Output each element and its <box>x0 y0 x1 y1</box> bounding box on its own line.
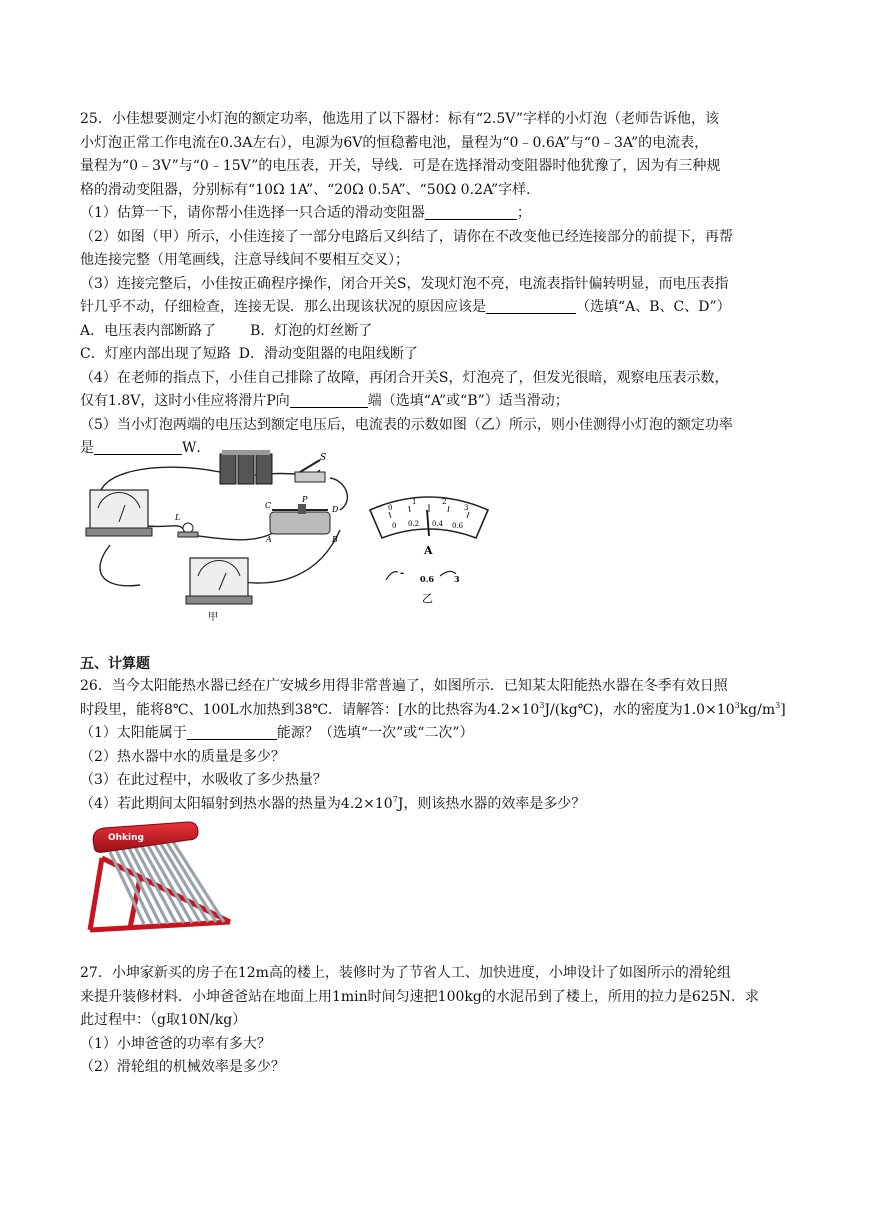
q25-options-cd <box>80 343 795 367</box>
q25-part-2-line-2: 他连接完整（用笔画线，注意导线间不要相互交叉）； <box>80 252 409 268</box>
q27-line-2: 来提升装修材料．小坤爸爸站在地面上用1min时间匀速把100kg的水泥吊到了楼上，所用的拉力是625N．求 <box>80 988 759 1005</box>
q27-part-2: （2）滑轮组的机械效率是多少？ <box>80 1059 285 1075</box>
q25-part-5-text: 是 <box>80 440 94 456</box>
q25-part-4-line-1: （4）在老师的指点下，小佳自己排除了故障，再闭合开关S，灯泡亮了，但发光很暗，观察电压表示数， <box>80 369 729 386</box>
figure-jia-label: 甲 <box>208 612 218 622</box>
label-p: P <box>302 495 308 504</box>
label-l: L <box>175 513 181 522</box>
q26-line-2b: J/(kg℃)，水的密度为1.0×10 <box>544 701 735 718</box>
solar-water-heater-image <box>80 818 240 933</box>
rheostat-icon <box>265 495 339 544</box>
label-a: A <box>266 535 272 544</box>
q26 <box>80 675 795 816</box>
q26-part-1 <box>80 722 795 746</box>
q25-part-4-text: 仅有1.8V，这时小佳应将滑片P向 <box>80 393 290 409</box>
q27-line-3: 此过程中：（g取10N/kg） <box>80 1012 247 1028</box>
q27-line-1: 27．小坤家新买的房子在12m高的楼上，装修时为了节省人工、加快进度，小坤设计了如图所示的滑轮组 <box>80 965 731 981</box>
q26-exp-3: 3 <box>775 700 781 710</box>
label-d: D <box>332 505 339 514</box>
dial-sub-3: 0.6 <box>452 522 464 530</box>
terminal-minus: - <box>400 568 405 579</box>
q26-part-4-exp: 7 <box>392 794 398 804</box>
q25-part-4-line-2 <box>80 390 795 414</box>
q27 <box>80 962 795 1080</box>
q25-part-3-answer-blank[interactable] <box>486 298 576 314</box>
terminal-06: 0.6 <box>420 574 434 584</box>
label-s: S <box>320 453 327 463</box>
q25-options-ab <box>80 320 795 344</box>
switch-icon <box>295 453 326 482</box>
dial-unit: A <box>424 544 433 557</box>
q25-part-2-line-1: （2）如图（甲）所示，小佳连接了一部分电路后又纠结了，请你在不改变他已经连接部分的前提下，再帮 <box>80 228 733 245</box>
dial-scale-3: 3 <box>464 504 469 512</box>
terminal-3: 3 <box>454 574 460 584</box>
ammeter-icon <box>186 558 252 604</box>
q26-line-2a: 时段里，能将8℃、100L水加热到38℃．请解答：[水的比热容为4.2×10 <box>80 701 540 718</box>
dial-sub-2: 0.4 <box>432 520 444 528</box>
q26-line-2 <box>80 699 795 723</box>
label-b: B <box>332 535 338 544</box>
dial-scale-0: 0 <box>388 504 393 512</box>
q25-option-c: C．灯座内部出现了短路 <box>80 346 231 362</box>
q25-option-a: A．电压表内部断路了 <box>80 322 217 339</box>
q25-part-5-end: W． <box>182 440 211 456</box>
q25-part-4-answer-blank[interactable] <box>290 392 368 408</box>
q26-line-1: 26．当今太阳能热水器已经在广安城乡用得非常普遍了，如图所示．已知某太阳能热水器在冬季有效日照 <box>80 678 728 694</box>
q25-part-1 <box>80 202 795 226</box>
section-5-heading: 五、计算题 <box>80 656 150 672</box>
q26-part-1-answer-blank[interactable] <box>187 724 277 740</box>
q26-part-1-text: （1）太阳能属于 <box>80 725 187 741</box>
q26-exp-1: 3 <box>539 700 545 710</box>
q26-part-2: （2）热水器中水的质量是多少？ <box>80 748 285 765</box>
q25-option-d: D．滑动变阻器的电阻线断了 <box>238 346 418 362</box>
q25-stem-line-4: 格的滑动变阻器，分别标有“10Ω 1A”、“20Ω 0.5A”、“50Ω 0.2A”字样． <box>80 181 541 198</box>
figure-yi-label: 乙 <box>422 592 433 605</box>
lamp-icon <box>174 513 198 537</box>
q26-part-3: （3）在此过程中，水吸收了多少热量？ <box>80 772 327 788</box>
label-c: C <box>265 501 272 510</box>
q26-part-4 <box>80 793 795 817</box>
q26-part-4a: （4）若此期间太阳辐射到热水器的热量为4.2×10 <box>80 795 393 812</box>
q25-part-3-line-2 <box>80 296 795 320</box>
q26-line-2c: kg/m <box>739 701 776 718</box>
q25-stem <box>80 108 795 461</box>
q27-part-1: （1）小坤爸爸的功率有多大？ <box>80 1035 271 1052</box>
q25-part-3-end: （选填“A、B、C、D”） <box>576 299 731 315</box>
q26-line-2d: ] <box>780 701 786 718</box>
q25-part-1-text: （1）估算一下，请你帮小佳选择一只合适的滑动变阻器 <box>80 205 425 221</box>
dial-scale-1: 1 <box>412 498 417 506</box>
dial-sub-1: 0.2 <box>408 520 420 528</box>
q26-exp-2: 3 <box>734 700 740 710</box>
q25-part-1-end: ； <box>516 205 531 221</box>
q25-part-3-line-1: （3）连接完整后，小佳按正确程序操作，闭合开关S，发现灯泡不亮，电流表指针偏转明显，而电压表指 <box>80 275 729 292</box>
circuit-figure-jia <box>80 450 370 622</box>
heater-brand: Ohking <box>108 833 144 843</box>
q25-stem-line-2: 小灯泡正常工作电流在0.3A左右），电源为6V的恒稳蓄电池，量程为“0﹣0.6A”与“0﹣3A”的电流表， <box>80 134 709 151</box>
q25-part-1-answer-blank[interactable] <box>425 204 517 220</box>
q25-part-5-line-1: （5）当小灯泡两端的电压达到额定电压后，电流表的示数如图（乙）所示，则小佳测得小灯泡的额定功率 <box>80 416 733 433</box>
q26-part-1-end: 能源？（选填“一次”或“二次”） <box>276 725 474 741</box>
dial-scale-2: 2 <box>442 498 447 506</box>
ammeter-dial-figure-yi <box>364 488 494 608</box>
q25-stem-line-1: 25．小佳想要测定小灯泡的额定功率，他选用了以下器材：标有“2.5V”字样的小灯泡（老师告诉他，该 <box>80 111 720 127</box>
q25-option-b: B．灯泡的灯丝断了 <box>250 322 373 339</box>
q25-part-3-text: 针几乎不动，仔细检查，连接无误．那么出现该状况的原因应该是 <box>80 299 486 315</box>
battery-icon <box>220 450 272 484</box>
q25-part-4-end: 端（选填“A”或“B”）适当滑动； <box>367 393 569 409</box>
q26-part-4b: J，则该热水器的效率是多少？ <box>397 795 586 812</box>
voltmeter-icon <box>86 490 152 536</box>
q25-stem-line-3: 量程为“0﹣3V”与“0﹣15V”的电压表，开关，导线．可是在选择滑动变阻器时他犹豫了，因为有三种规 <box>80 158 721 174</box>
dial-sub-0: 0 <box>392 522 397 530</box>
